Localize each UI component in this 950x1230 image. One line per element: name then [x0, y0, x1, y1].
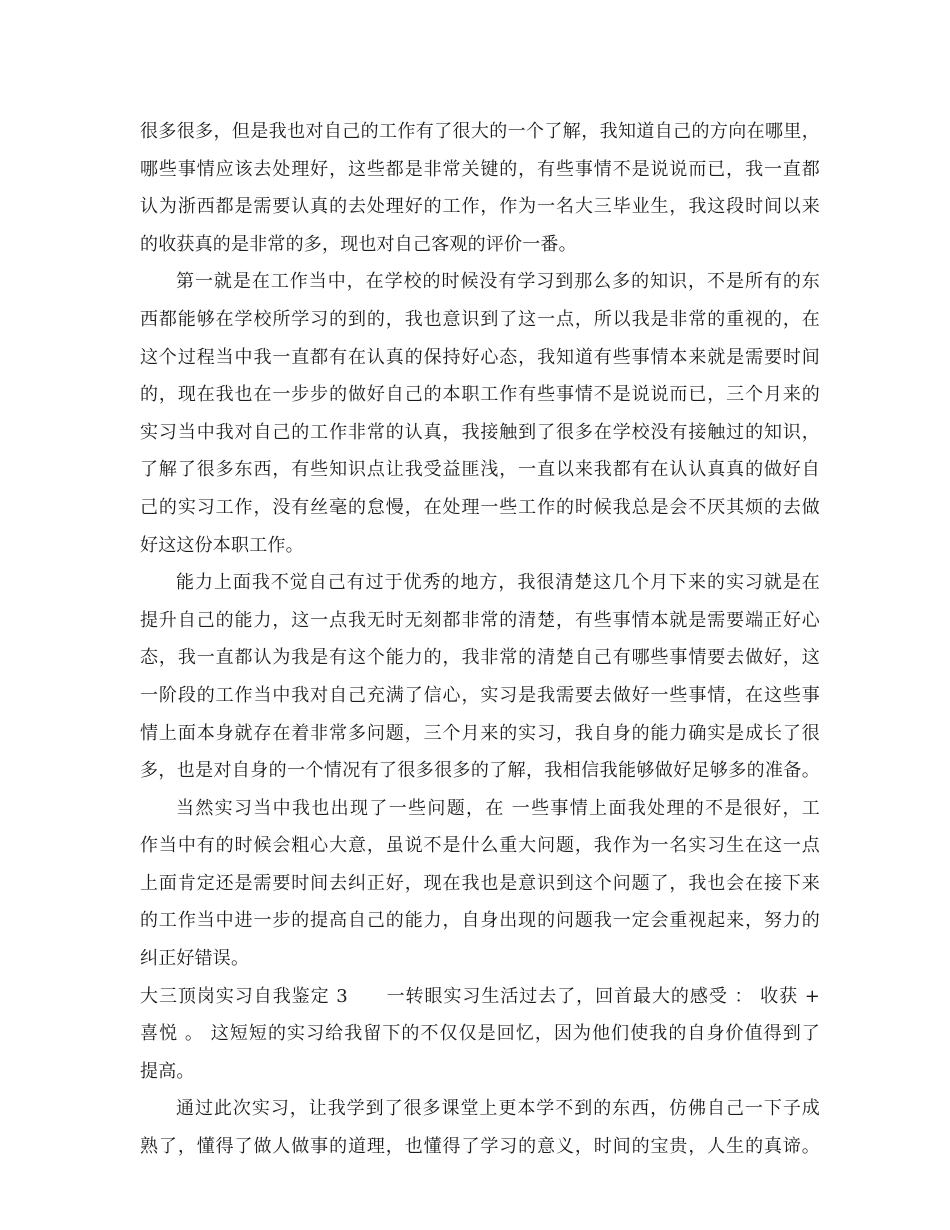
text-line: 己的实习工作，没有丝毫的怠慢，在处理一些工作的时候我总是会不厌其烦的去做 — [140, 496, 820, 518]
text-line: 认为浙西都是需要认真的去处理好的工作，作为一名大三毕业生，我这段时间以来 — [140, 196, 820, 218]
text-line: 多，也是对自身的一个情况有了很多很多的了解，我相信我能够做好足够多的准备。 — [140, 760, 820, 782]
document-body — [140, 113, 820, 1166]
text-line: 情上面本身就存在着非常多问题，三个月来的实习，我自身的能力确实是成长了很 — [140, 722, 820, 744]
text-line: 的，现在我也在一步步的做好自己的本职工作有些事情不是说说而已，三个月来的 — [140, 384, 820, 406]
text-line: 喜悦 。 这短短的实习给我留下的不仅仅是回忆，因为他们使我的自身价值得到了 — [140, 1023, 820, 1045]
text-line: 能力上面我不觉自己有过于优秀的地方，我很清楚这几个月下来的实习就是在 — [176, 572, 820, 594]
text-line: 当然实习当中我也出现了一些问题，在 一些事情上面我处理的不是很好，工 — [176, 797, 820, 819]
text-line: 第一就是在工作当中，在学校的时候没有学习到那么多的知识，不是所有的东 — [176, 271, 820, 293]
text-line: 作当中有的时候会粗心大意，虽说不是什么重大问题，我作为一名实习生在这一点 — [140, 835, 820, 857]
text-line: 的工作当中进一步的提高自己的能力，自身出现的问题我一定会重视起来，努力的 — [140, 910, 820, 932]
text-line: 提高。 — [140, 1060, 195, 1082]
text-line: 很多很多，但是我也对自己的工作有了很大的一个了解，我知道自己的方向在哪里， — [140, 121, 820, 142]
text-line: 一阶段的工作当中我对自己充满了信心，实习是我需要去做好一些事情，在这些事 — [140, 684, 820, 706]
text-line: 熟了，懂得了做人做事的道理，也懂得了学习的意义，时间的宝贵，人生的真谛。 — [140, 1136, 820, 1158]
text-line: 了解了很多东西，有些知识点让我受益匪浅，一直以来我都有在认认真真的做好自 — [140, 459, 820, 481]
text-line: 实习当中我对自己的工作非常的认真，我接触到了很多在学校没有接触过的知识， — [140, 421, 820, 443]
text-line: 态，我一直都认为我是有这个能力的，我非常的清楚自己有哪些事情要去做好，这 — [140, 647, 820, 669]
text-line: 西都能够在学校所学习的到的，我也意识到了这一点，所以我是非常的重视的，在 — [140, 308, 820, 330]
text-line: 通过此次实习，让我学到了很多课堂上更本学不到的东西，仿佛自己一下子成 — [176, 1098, 820, 1120]
text-line: 提升自己的能力，这一点我无时无刻都非常的清楚，有些事情本就是需要端正好心 — [140, 609, 820, 631]
text-line: 上面肯定还是需要时间去纠正好，现在我也是意识到这个问题了，我也会在接下来 — [140, 872, 820, 894]
text-line: 大三顶岗实习自我鉴定 3 一转眼实习生活过去了，回首最大的感受 ： 收获 + — [140, 985, 820, 1007]
text-line: 哪些事情应该去处理好，这些都是非常关键的，有些事情不是说说而已，我一直都 — [140, 158, 820, 180]
text-line: 好这这份本职工作。 — [140, 534, 304, 556]
text-line: 的收获真的是非常的多，现也对自己客观的评价一番。 — [140, 233, 577, 255]
text-line: 这个过程当中我一直都有在认真的保持好心态，我知道有些事情本来就是需要时间 — [140, 346, 820, 368]
text-line: 纠正好错误。 — [140, 948, 250, 970]
